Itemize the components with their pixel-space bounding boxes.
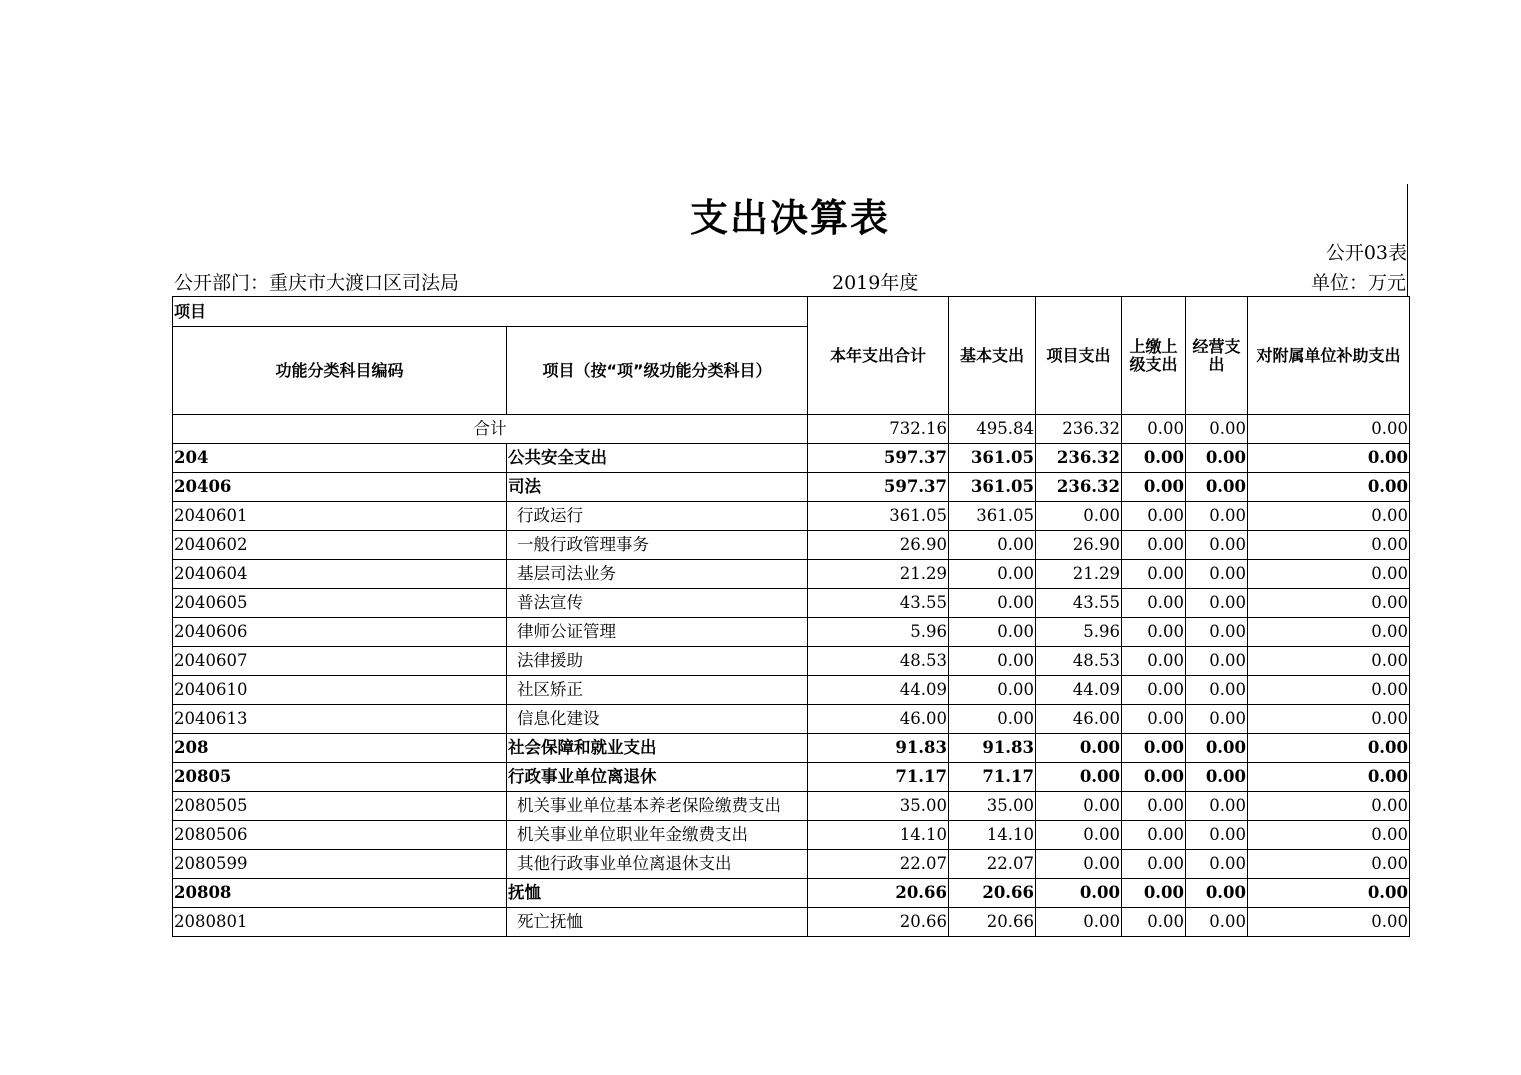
row-code: 20805: [173, 763, 507, 792]
row-code: 2040610: [173, 676, 507, 705]
row-value: 0.00: [1186, 444, 1248, 473]
row-name: 律师公证管理: [507, 618, 808, 647]
row-code: 208: [173, 734, 507, 763]
row-name: 行政事业单位离退休: [507, 763, 808, 792]
row-value: 14.10: [949, 821, 1036, 850]
table-row: [173, 763, 1410, 792]
row-value: 0.00: [1036, 821, 1122, 850]
row-value: 0.00: [1122, 792, 1186, 821]
row-value: 0.00: [1036, 763, 1122, 792]
header-name: 项目（按“项”级功能分类科目）: [507, 327, 808, 415]
row-value: 0.00: [949, 676, 1036, 705]
row-value: 0.00: [1122, 531, 1186, 560]
row-name: 基层司法业务: [507, 560, 808, 589]
row-value: 5.96: [808, 618, 949, 647]
row-name: 机关事业单位职业年金缴费支出: [507, 821, 808, 850]
row-value: 0.00: [1122, 879, 1186, 908]
row-value: 0.00: [949, 589, 1036, 618]
row-name: 机关事业单位基本养老保险缴费支出: [507, 792, 808, 821]
row-code: 20406: [173, 473, 507, 502]
meta-row: [172, 268, 1408, 296]
row-name: 社会保障和就业支出: [507, 734, 808, 763]
row-code: 2040601: [173, 502, 507, 531]
row-value: 0.00: [1036, 502, 1122, 531]
row-name: 行政运行: [507, 502, 808, 531]
row-value: 0.00: [1186, 560, 1248, 589]
total-cell: 236.32: [1036, 415, 1122, 444]
row-value: 91.83: [949, 734, 1036, 763]
row-value: 361.05: [949, 502, 1036, 531]
header-basic: 基本支出: [949, 297, 1036, 415]
row-value: 0.00: [1248, 531, 1410, 560]
row-value: 0.00: [1186, 589, 1248, 618]
row-value: 0.00: [1186, 647, 1248, 676]
header-item: 项目: [173, 297, 808, 327]
row-value: 43.55: [808, 589, 949, 618]
row-value: 361.05: [949, 444, 1036, 473]
row-value: 0.00: [1248, 908, 1410, 937]
row-value: 26.90: [1036, 531, 1122, 560]
row-value: 0.00: [949, 705, 1036, 734]
row-value: 0.00: [949, 647, 1036, 676]
row-value: 0.00: [1122, 734, 1186, 763]
row-value: 0.00: [1248, 618, 1410, 647]
row-value: 0.00: [1122, 676, 1186, 705]
department-label: 公开部门：重庆市大渡口区司法局: [174, 272, 460, 294]
table-row: [173, 821, 1410, 850]
row-value: 0.00: [1186, 879, 1248, 908]
row-value: 44.09: [808, 676, 949, 705]
row-value: 236.32: [1036, 473, 1122, 502]
row-value: 0.00: [1248, 850, 1410, 879]
header-code: 功能分类科目编码: [173, 327, 507, 415]
total-cell: 732.16: [808, 415, 949, 444]
row-value: 35.00: [949, 792, 1036, 821]
row-value: 0.00: [1122, 850, 1186, 879]
header-subsidy: 对附属单位补助支出: [1248, 297, 1410, 415]
row-value: 21.29: [1036, 560, 1122, 589]
row-name: 司法: [507, 473, 808, 502]
row-code: 2080801: [173, 908, 507, 937]
row-value: 0.00: [1186, 618, 1248, 647]
header-project: 项目支出: [1036, 297, 1122, 415]
total-label: 合计: [173, 415, 808, 444]
year-label: 2019年度: [832, 272, 919, 294]
row-value: 20.66: [808, 879, 949, 908]
row-code: 2040607: [173, 647, 507, 676]
header-business: 经营支出: [1186, 297, 1248, 415]
row-value: 43.55: [1036, 589, 1122, 618]
row-value: 0.00: [949, 618, 1036, 647]
total-cell: 0.00: [1186, 415, 1248, 444]
row-value: 0.00: [1122, 705, 1186, 734]
row-value: 0.00: [1122, 821, 1186, 850]
header-total: 本年支出合计: [808, 297, 949, 415]
table-row: [173, 792, 1410, 821]
row-code: 2080506: [173, 821, 507, 850]
row-name: 死亡抚恤: [507, 908, 808, 937]
row-value: 0.00: [1248, 763, 1410, 792]
row-name: 法律援助: [507, 647, 808, 676]
row-value: 0.00: [949, 531, 1036, 560]
row-name: 一般行政管理事务: [507, 531, 808, 560]
row-value: 0.00: [1186, 531, 1248, 560]
row-value: 0.00: [1248, 792, 1410, 821]
table-row: [173, 676, 1410, 705]
row-value: 71.17: [808, 763, 949, 792]
row-value: 597.37: [808, 444, 949, 473]
row-value: 0.00: [1186, 676, 1248, 705]
row-value: 0.00: [1248, 473, 1410, 502]
total-cell: 495.84: [949, 415, 1036, 444]
total-row: [173, 415, 1410, 444]
row-value: 0.00: [1186, 850, 1248, 879]
row-value: 0.00: [1248, 647, 1410, 676]
row-value: 20.66: [949, 879, 1036, 908]
row-value: 71.17: [949, 763, 1036, 792]
row-value: 0.00: [1248, 502, 1410, 531]
page-title: 支出决算表: [689, 196, 890, 240]
row-value: 20.66: [808, 908, 949, 937]
row-value: 0.00: [1036, 879, 1122, 908]
table-row: [173, 850, 1410, 879]
table-row: [173, 879, 1410, 908]
row-code: 2040605: [173, 589, 507, 618]
unit-label: 单位：万元: [1310, 272, 1406, 294]
row-value: 21.29: [808, 560, 949, 589]
table-row: [173, 705, 1410, 734]
row-value: 597.37: [808, 473, 949, 502]
row-name: 信息化建设: [507, 705, 808, 734]
row-value: 0.00: [1122, 589, 1186, 618]
row-value: 0.00: [1186, 908, 1248, 937]
row-value: 0.00: [1122, 763, 1186, 792]
row-value: 0.00: [1036, 792, 1122, 821]
header-upper: 上缴上级支出: [1122, 297, 1186, 415]
row-name: 社区矫正: [507, 676, 808, 705]
row-value: 35.00: [808, 792, 949, 821]
row-value: 0.00: [1122, 647, 1186, 676]
row-code: 2040602: [173, 531, 507, 560]
row-value: 44.09: [1036, 676, 1122, 705]
row-value: 0.00: [1036, 850, 1122, 879]
row-value: 0.00: [1036, 908, 1122, 937]
row-value: 14.10: [808, 821, 949, 850]
row-value: 361.05: [949, 473, 1036, 502]
row-value: 0.00: [1186, 705, 1248, 734]
row-value: 20.66: [949, 908, 1036, 937]
table-row: [173, 502, 1410, 531]
row-value: 0.00: [1248, 444, 1410, 473]
row-value: 236.32: [1036, 444, 1122, 473]
row-value: 0.00: [1122, 908, 1186, 937]
table-row: [173, 589, 1410, 618]
row-code: 2080505: [173, 792, 507, 821]
row-code: 20808: [173, 879, 507, 908]
row-value: 361.05: [808, 502, 949, 531]
table-row: [173, 531, 1410, 560]
row-name: 抚恤: [507, 879, 808, 908]
row-value: 22.07: [949, 850, 1036, 879]
table-row: [173, 734, 1410, 763]
row-value: 0.00: [1186, 734, 1248, 763]
row-code: 2080599: [173, 850, 507, 879]
row-name: 普法宣传: [507, 589, 808, 618]
row-value: 0.00: [1248, 821, 1410, 850]
row-value: 0.00: [1248, 560, 1410, 589]
row-value: 0.00: [1122, 560, 1186, 589]
row-value: 5.96: [1036, 618, 1122, 647]
table-row: [173, 444, 1410, 473]
table-row: [173, 647, 1410, 676]
row-value: 0.00: [1248, 734, 1410, 763]
total-cell: 0.00: [1122, 415, 1186, 444]
row-value: 0.00: [1036, 734, 1122, 763]
row-value: 0.00: [949, 560, 1036, 589]
row-value: 0.00: [1248, 705, 1410, 734]
row-value: 0.00: [1186, 473, 1248, 502]
row-name: 其他行政事业单位离退休支出: [507, 850, 808, 879]
row-value: 0.00: [1248, 879, 1410, 908]
row-code: 2040606: [173, 618, 507, 647]
total-cell: 0.00: [1248, 415, 1410, 444]
row-value: 46.00: [808, 705, 949, 734]
row-value: 0.00: [1186, 763, 1248, 792]
row-value: 0.00: [1186, 792, 1248, 821]
row-value: 46.00: [1036, 705, 1122, 734]
table-row: [173, 908, 1410, 937]
row-value: 26.90: [808, 531, 949, 560]
table-row: [173, 560, 1410, 589]
row-value: 0.00: [1248, 676, 1410, 705]
table-row: [173, 618, 1410, 647]
row-value: 0.00: [1122, 444, 1186, 473]
table-row: [173, 473, 1410, 502]
table-number: 公开03表: [1325, 242, 1407, 264]
row-value: 0.00: [1248, 589, 1410, 618]
row-value: 48.53: [1036, 647, 1122, 676]
row-value: 0.00: [1122, 473, 1186, 502]
row-value: 0.00: [1122, 502, 1186, 531]
row-value: 22.07: [808, 850, 949, 879]
row-value: 48.53: [808, 647, 949, 676]
row-value: 0.00: [1186, 821, 1248, 850]
row-value: 0.00: [1122, 618, 1186, 647]
expenditure-table: [172, 296, 1410, 937]
row-code: 2040613: [173, 705, 507, 734]
row-code: 2040604: [173, 560, 507, 589]
row-code: 204: [173, 444, 507, 473]
row-value: 0.00: [1186, 502, 1248, 531]
row-name: 公共安全支出: [507, 444, 808, 473]
row-value: 91.83: [808, 734, 949, 763]
